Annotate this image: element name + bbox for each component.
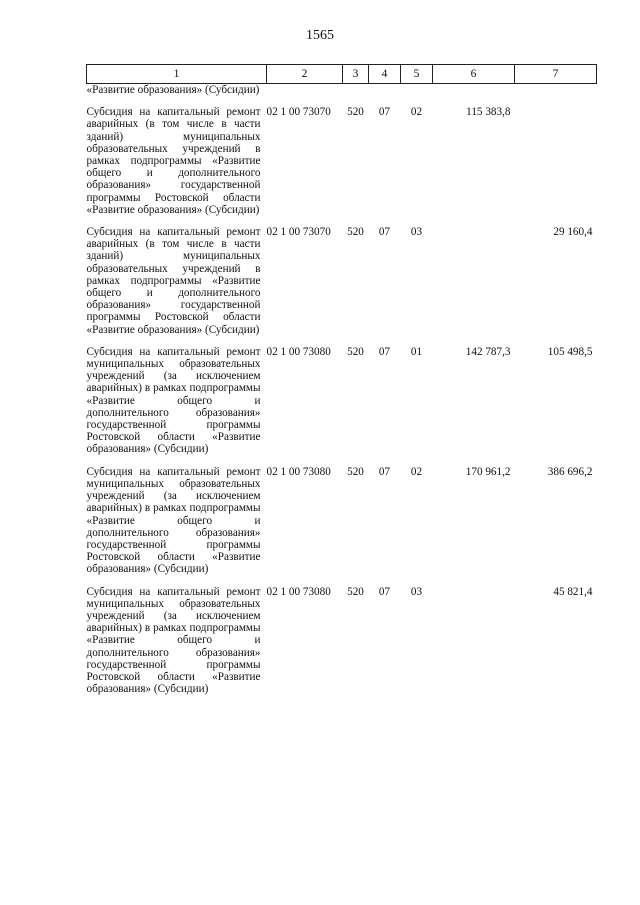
row-description: Субсидия на капитальный ремонт аварийных (в том числе в части зданий) муниципальных образовательных учреждений в рамках подпрограммы «Развитие общего и дополнительного образования» государственной программы Ростовской области «Развитие образования» (Субсидии)	[86, 106, 261, 216]
row-expense-type: 520	[347, 585, 364, 598]
row-section: 07	[378, 226, 391, 239]
row-sum-year2	[515, 96, 597, 216]
row-sum-year1: 142 787,3	[465, 345, 511, 358]
row-sum-year1	[433, 576, 515, 696]
row-subsection: 03	[410, 585, 423, 598]
header-row	[87, 65, 597, 84]
column-header-2: 2	[267, 65, 343, 84]
continuation-text: «Развитие образования» (Субсидии)	[86, 84, 260, 96]
column-header-1: 1	[87, 65, 267, 84]
row-expense-type: 520	[347, 226, 364, 239]
row-expense-type: 520	[347, 465, 364, 478]
column-header-7: 7	[515, 65, 597, 84]
row-section: 07	[378, 585, 391, 598]
row-subsection: 03	[410, 226, 423, 239]
row-subsection: 02	[410, 465, 423, 478]
row-target-code: 02 1 00 73080	[266, 345, 331, 358]
column-header-4: 4	[369, 65, 401, 84]
row-section: 07	[378, 106, 391, 119]
row-section: 07	[378, 345, 391, 358]
row-description: Субсидия на капитальный ремонт муниципальных образовательных учреждений (за исключением аварийных) в рамках подпрограммы «Развитие общего и дополнительного образования» государственной программы Ростовской области «Развитие образования» (Субсидии)	[86, 585, 261, 696]
row-subsection: 01	[410, 345, 423, 358]
row-sum-year2: 105 498,5	[547, 345, 593, 358]
row-description: Субсидия на капитальный ремонт аварийных (в том числе в части зданий) муниципальных образовательных учреждений в рамках подпрограммы «Развитие общего и дополнительного образования» государственной программы Ростовской области «Развитие образования» (Субсидии)	[86, 226, 261, 336]
page-number: 1565	[306, 28, 334, 43]
continuation-row	[87, 84, 597, 97]
row-sum-year1	[433, 216, 515, 336]
column-header-5: 5	[401, 65, 433, 84]
row-sum-year2: 29 160,4	[553, 226, 593, 239]
table-row	[87, 456, 597, 576]
table-row	[87, 336, 597, 456]
row-target-code: 02 1 00 73070	[266, 106, 331, 119]
row-section: 07	[378, 465, 391, 478]
row-expense-type: 520	[347, 106, 364, 119]
table-row	[87, 96, 597, 216]
row-expense-type: 520	[347, 345, 364, 358]
table-row	[87, 216, 597, 336]
row-target-code: 02 1 00 73080	[266, 585, 331, 598]
row-description: Субсидия на капитальный ремонт муниципальных образовательных учреждений (за исключением аварийных) в рамках подпрограммы «Развитие общего и дополнительного образования» государственной программы Ростовской области «Развитие образования» (Субсидии)	[86, 465, 261, 576]
row-sum-year2: 45 821,4	[553, 585, 593, 598]
row-target-code: 02 1 00 73080	[266, 465, 331, 478]
column-header-3: 3	[343, 65, 369, 84]
table-row	[87, 576, 597, 696]
column-header-6: 6	[433, 65, 515, 84]
row-sum-year2: 386 696,2	[547, 465, 593, 478]
row-target-code: 02 1 00 73070	[266, 226, 331, 239]
budget-table	[86, 64, 597, 695]
row-sum-year1: 170 961,2	[465, 465, 511, 478]
row-description: Субсидия на капитальный ремонт муниципальных образовательных учреждений (за исключением аварийных) в рамках подпрограммы «Развитие общего и дополнительного образования» государственной программы Ростовской области «Развитие образования» (Субсидии)	[86, 345, 261, 456]
row-subsection: 02	[410, 106, 423, 119]
row-sum-year1: 115 383,8	[466, 106, 511, 119]
